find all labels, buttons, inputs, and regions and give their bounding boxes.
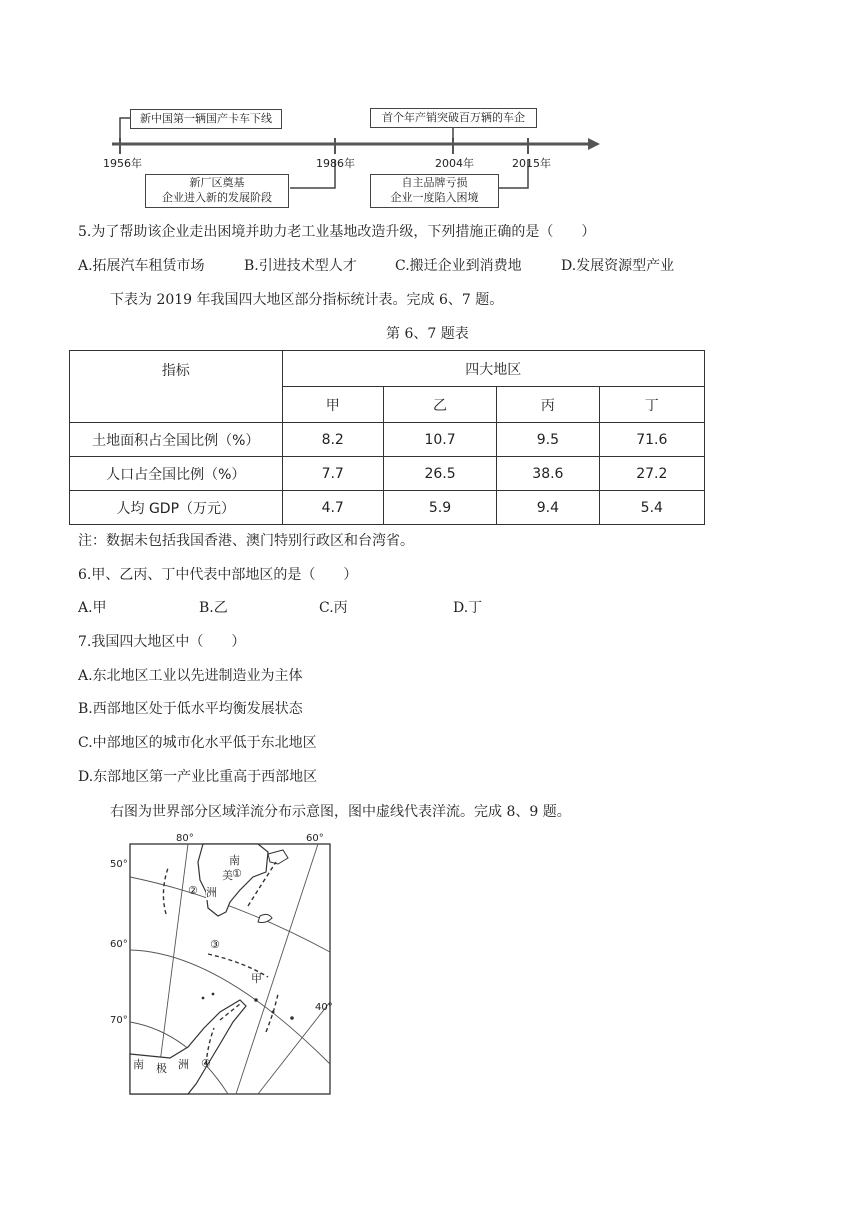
map-intro: 右图为世界部分区域洋流分布示意图，图中虚线代表洋流。完成 8、9 题。 <box>110 804 571 820</box>
column-header: 甲 <box>282 387 383 423</box>
year-label: 2015年 <box>512 157 551 170</box>
event-text-line2: 企业进入新的发展阶段 <box>162 191 272 204</box>
region-label: 美 <box>222 869 233 882</box>
q7-option-b: B.西部地区处于低水平均衡发展状态 <box>78 701 303 717</box>
ocean-current-map <box>108 832 338 1100</box>
timeline-event-2004 <box>370 108 537 128</box>
q5-option-b: B.引进技术型人才 <box>244 258 357 274</box>
q7-option-d: D.东部地区第一产业比重高于西部地区 <box>78 769 318 785</box>
table-row <box>70 491 705 525</box>
region-label: 极 <box>156 1062 167 1075</box>
table-cell: 27.2 <box>599 457 704 491</box>
lon-label: 40° <box>315 1002 333 1013</box>
table-cell: 9.4 <box>497 491 599 525</box>
q7-option-a: A.东北地区工业以先进制造业为主体 <box>78 668 303 684</box>
year-label: 1986年 <box>316 157 355 170</box>
current-marker: ① <box>232 867 242 880</box>
q5-option-d: D.发展资源型产业 <box>561 258 675 274</box>
table-cell: 71.6 <box>599 423 704 457</box>
lat-label: 70° <box>110 1015 128 1026</box>
header-regions: 四大地区 <box>282 351 704 387</box>
column-header: 乙 <box>383 387 496 423</box>
location-label: 甲 <box>251 972 262 985</box>
event-text-line1: 新厂区奠基 <box>189 176 245 189</box>
question-7-stem: 7.我国四大地区中（ ） <box>78 634 246 650</box>
question-6-stem: 6.甲、乙丙、丁中代表中部地区的是（ ） <box>78 567 358 583</box>
table-cell: 38.6 <box>497 457 599 491</box>
q5-option-a: A.拓展汽车租赁市场 <box>78 258 205 274</box>
table-cell: 26.5 <box>383 457 496 491</box>
table-cell: 9.5 <box>497 423 599 457</box>
lon-label: 60° <box>306 833 324 844</box>
lon-label: 80° <box>176 833 194 844</box>
timeline-event-1956 <box>130 109 282 129</box>
event-text-line2: 企业一度陷入困境 <box>390 191 479 204</box>
q7-option-c: C.中部地区的城市化水平低于东北地区 <box>78 735 317 751</box>
table-cell: 5.9 <box>383 491 496 525</box>
event-text: 新中国第一辆国产卡车下线 <box>140 112 272 125</box>
table-cell: 8.2 <box>282 423 383 457</box>
question-5-stem: 5.为了帮助该企业走出困境并助力老工业基地改造升级，下列措施正确的是（ ） <box>78 224 596 240</box>
table-cell: 4.7 <box>282 491 383 525</box>
table-caption: 第 6、7 题表 <box>386 326 469 342</box>
year-label: 2004年 <box>435 157 474 170</box>
table-note: 注：数据未包括我国香港、澳门特别行政区和台湾省。 <box>78 533 414 549</box>
statistics-table <box>69 350 705 525</box>
region-label: 洲 <box>206 886 217 899</box>
region-label: 南 <box>133 1058 144 1071</box>
current-marker: ④ <box>201 1057 211 1070</box>
header-indicator <box>70 351 283 423</box>
row-label: 人口占全国比例（%） <box>70 457 283 491</box>
region-label: 南 <box>229 854 240 867</box>
q6-option-b: B.乙 <box>199 600 228 616</box>
lat-label: 50° <box>110 859 128 870</box>
q6-option-c: C.丙 <box>319 600 348 616</box>
q6-option-d: D.丁 <box>453 600 483 616</box>
column-header: 丁 <box>599 387 704 423</box>
event-text-line1: 自主品牌亏损 <box>401 176 468 189</box>
year-label: 1956年 <box>103 157 142 170</box>
q5-option-c: C.搬迁企业到消费地 <box>395 258 522 274</box>
row-label: 土地面积占全国比例（%） <box>70 423 283 457</box>
event-text: 首个年产销突破百万辆的车企 <box>382 111 525 124</box>
header-indicator-text: 指标 <box>161 363 190 379</box>
table-row <box>70 457 705 491</box>
table-cell: 5.4 <box>599 491 704 525</box>
column-header: 丙 <box>497 387 599 423</box>
current-marker: ② <box>188 884 198 897</box>
q6-option-a: A.甲 <box>78 600 107 616</box>
table-intro: 下表为 2019 年我国四大地区部分指标统计表。完成 6、7 题。 <box>110 292 504 308</box>
table-cell: 7.7 <box>282 457 383 491</box>
region-label: 洲 <box>178 1058 189 1071</box>
table-row <box>70 423 705 457</box>
table-cell: 10.7 <box>383 423 496 457</box>
current-marker: ③ <box>210 938 220 951</box>
row-label: 人均 GDP（万元） <box>70 491 283 525</box>
timeline-event-1986 <box>145 174 289 208</box>
timeline-event-2015 <box>370 174 499 208</box>
lat-label: 60° <box>110 939 128 950</box>
